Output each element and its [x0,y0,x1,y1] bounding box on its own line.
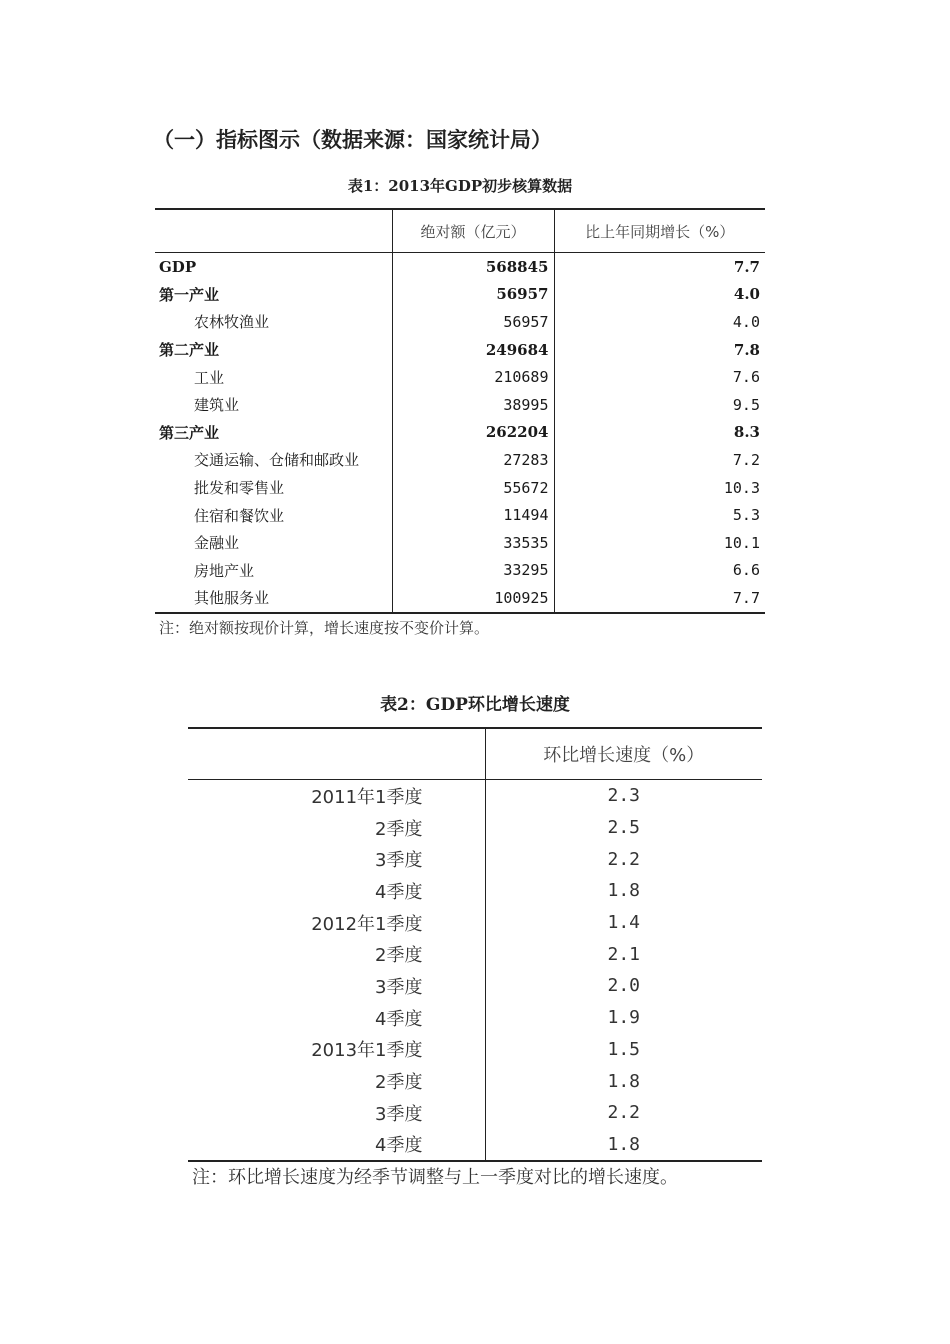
row-growth: 1.8 [485,1129,762,1162]
row-label: 金融业 [194,534,240,553]
row-growth: 2.2 [485,1097,762,1129]
table-row [188,1002,762,1034]
table-row [188,907,762,939]
table2-header-quarter [188,728,485,780]
table-row [155,281,765,309]
table2-caption: 表2：GDP环比增长速度 [380,695,570,715]
row-growth: 1.4 [485,907,762,939]
row-growth: 7.6 [554,363,765,391]
row-growth: 10.1 [554,529,765,557]
table-row [188,875,762,907]
row-quarter: 3季度 [375,976,423,998]
row-value: 11494 [392,501,554,529]
section-heading: （一）指标图示（数据来源：国家统计局） [153,128,552,152]
row-growth: 1.9 [485,1002,762,1034]
table-row [155,363,765,391]
row-value: 249684 [392,336,554,364]
row-quarter: 2013年1季度 [311,1040,423,1062]
row-value: 33295 [392,557,554,585]
row-label: 建筑业 [194,396,240,415]
table-row [188,1065,762,1097]
row-value: 33535 [392,529,554,557]
table-row [155,391,765,419]
table-row [155,446,765,474]
table-row [155,474,765,502]
gdp-accounting-table [155,208,765,614]
row-growth: 9.5 [554,391,765,419]
row-label: 其他服务业 [155,584,392,613]
row-value: 27283 [392,446,554,474]
row-value: 100925 [392,584,554,613]
table2-note: 注：环比增长速度为经季节调整与上一季度对比的增长速度。 [192,1167,678,1188]
row-growth: 1.5 [485,1034,762,1066]
row-label: 第一产业 [159,285,220,304]
row-growth: 7.7 [554,253,765,281]
table-row [188,1129,762,1162]
table1-header-item [155,209,392,253]
row-quarter: 2季度 [375,945,423,967]
table-row [155,501,765,529]
row-quarter: 2011年1季度 [311,786,423,808]
table1-caption: 表1：2013年GDP初步核算数据 [347,177,573,195]
row-quarter: 4季度 [375,881,423,903]
table2-header-row [188,728,762,780]
row-growth: 1.8 [485,1065,762,1097]
row-quarter: 2012年1季度 [311,913,423,935]
table-row [155,529,765,557]
table-row [155,336,765,364]
row-label: 农林牧渔业 [194,313,270,332]
table-row [155,584,765,613]
gdp-qoq-growth-table [188,727,762,1162]
table-row [188,780,762,812]
row-value: 56957 [392,281,554,309]
row-label: GDP [159,257,197,276]
table-row [188,1034,762,1066]
table1-header-value: 绝对额（亿元） [392,209,554,253]
row-growth: 5.3 [554,501,765,529]
row-label: 工业 [194,368,225,387]
table-row [188,938,762,970]
row-value: 38995 [392,391,554,419]
row-quarter: 4季度 [188,1129,485,1162]
row-growth: 2.2 [485,843,762,875]
row-growth: 7.7 [554,584,765,613]
row-growth: 2.1 [485,938,762,970]
row-growth: 7.8 [554,336,765,364]
table-row [155,253,765,281]
row-value: 55672 [392,474,554,502]
row-growth: 1.8 [485,875,762,907]
row-label: 第二产业 [159,341,220,360]
row-label: 批发和零售业 [194,479,285,498]
row-value: 56957 [392,308,554,336]
row-value: 262204 [392,419,554,447]
row-growth: 4.0 [554,281,765,309]
row-growth: 2.3 [485,780,762,812]
row-growth: 2.5 [485,812,762,844]
row-growth: 2.0 [485,970,762,1002]
row-label: 房地产业 [194,561,255,580]
row-label: 住宿和餐饮业 [194,506,285,525]
table-row [188,970,762,1002]
table-row [188,843,762,875]
table-row [155,419,765,447]
table-row [155,308,765,336]
row-growth: 6.6 [554,557,765,585]
table-row [155,557,765,585]
row-growth: 10.3 [554,474,765,502]
row-value: 210689 [392,363,554,391]
row-quarter: 2季度 [375,818,423,840]
row-growth: 7.2 [554,446,765,474]
table1-note: 注：绝对额按现价计算，增长速度按不变价计算。 [159,619,490,637]
row-growth: 4.0 [554,308,765,336]
row-quarter: 4季度 [375,1008,423,1030]
row-quarter: 2季度 [375,1072,423,1094]
table-row [188,1097,762,1129]
row-quarter: 3季度 [375,1103,423,1125]
row-growth: 8.3 [554,419,765,447]
row-value: 568845 [392,253,554,281]
table2-header-growth: 环比增长速度（%） [485,728,762,780]
row-label: 交通运输、仓储和邮政业 [194,451,360,470]
row-label: 第三产业 [159,423,220,442]
row-quarter: 3季度 [375,850,423,872]
table-row [188,812,762,844]
table1-header-growth: 比上年同期增长（%） [554,209,765,253]
table1-header-row [155,209,765,253]
